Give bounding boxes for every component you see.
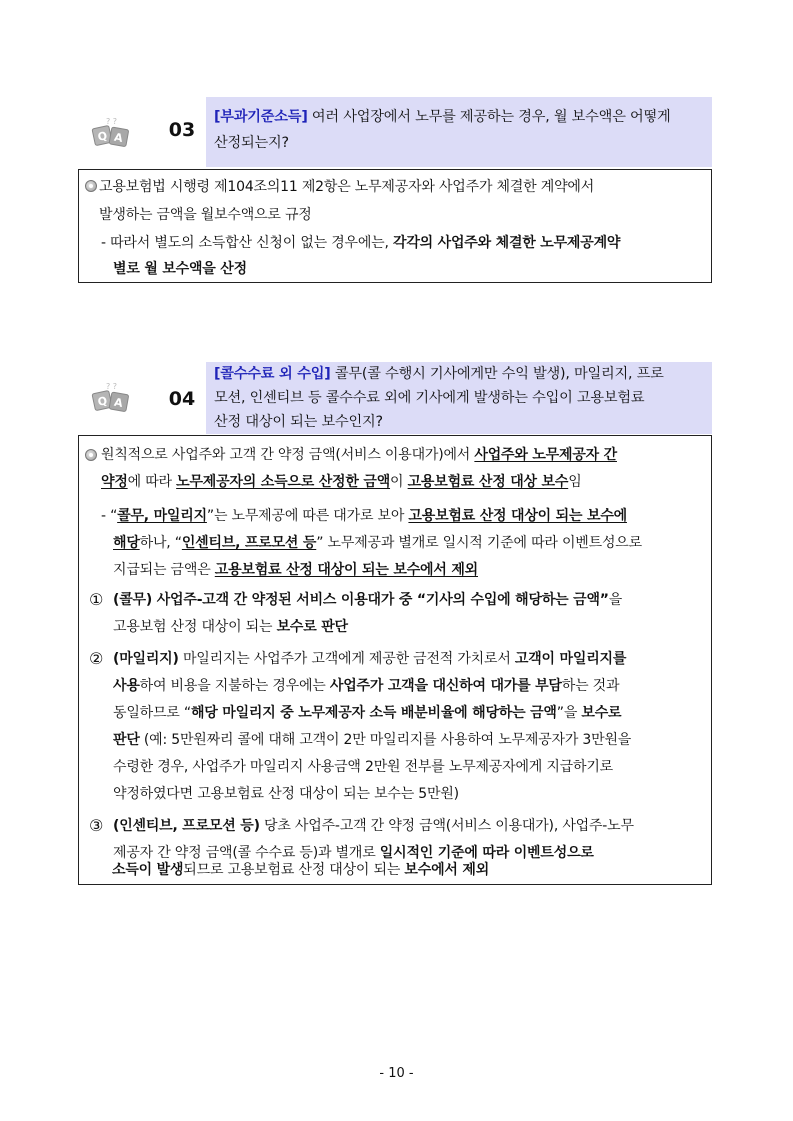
question-text: 산정되는지? bbox=[214, 135, 289, 151]
question-tag: [콜수수료 외 수입] bbox=[214, 366, 331, 382]
answer-line: 동일하므로 “해당 마일리지 중 노무제공자 소득 배분비율에 해당하는 금액”을 보수로 bbox=[113, 705, 622, 721]
question-number: 04 bbox=[168, 388, 196, 410]
item-number: ① bbox=[89, 590, 104, 609]
answer-line: 수령한 경우, 사업주가 마일리지 사용금액 2만원 전부를 노무제공자에게 지급하기로 bbox=[113, 759, 613, 775]
svg-text:Q: Q bbox=[96, 129, 109, 144]
page-number: - 10 - bbox=[379, 1066, 414, 1081]
question-text: 콜무(콜 수행시 기사에게만 수익 발생), 마일리지, 프로 bbox=[330, 366, 664, 382]
svg-text:Q: Q bbox=[96, 394, 109, 409]
item-number: ② bbox=[89, 649, 104, 668]
answer-line: 약정하였다면 고용보험료 산정 대상이 되는 보수는 5만원) bbox=[113, 786, 459, 802]
answer-line: 사용하여 비용을 지불하는 경우에는 사업주가 고객을 대신하여 대가를 부담하는 것과 bbox=[113, 678, 620, 694]
svg-text:? ?: ? ? bbox=[106, 382, 118, 391]
answer-line: 소득이 발생되므로 고용보험료 산정 대상이 되는 보수에서 제외 bbox=[112, 862, 490, 878]
question-text: 여러 사업장에서 노무를 제공하는 경우, 월 보수액은 어떻게 bbox=[307, 109, 671, 125]
answer-line: (콜무) 사업주-고객 간 약정된 서비스 이용대가 중 “기사의 수입에 해당하는 금액”을 bbox=[113, 592, 623, 608]
answer-line: 발생하는 금액을 월보수액으로 규정 bbox=[99, 207, 312, 223]
answer-line: 약정에 따라 노무제공자의 소득으로 산정한 금액이 고용보험료 산정 대상 보수임 bbox=[101, 474, 582, 490]
svg-text:? ?: ? ? bbox=[106, 117, 118, 126]
svg-text:A: A bbox=[113, 395, 124, 410]
question-box bbox=[206, 97, 712, 167]
question-tag: [부과기준소득] bbox=[214, 109, 308, 125]
question-text: 산정 대상이 되는 보수인지? bbox=[214, 414, 383, 430]
bullet-icon bbox=[85, 180, 97, 192]
item-number: ③ bbox=[89, 816, 104, 835]
answer-line: 판단 (예: 5만원짜리 콜에 대해 고객이 2만 마일리지를 사용하여 노무제공자가 3만원을 bbox=[113, 732, 632, 748]
answer-line: 고용보험법 시행령 제104조의11 제2항은 노무제공자와 사업주가 체결한 계약에서 bbox=[99, 179, 595, 195]
question-text: 모션, 인센티브 등 콜수수료 외에 기사에게 발생하는 수입이 고용보험료 bbox=[214, 390, 645, 406]
answer-line: - “콜무, 마일리지”는 노무제공에 따른 대가로 보아 고용보험료 산정 대상이 되는 보수에 bbox=[101, 508, 627, 524]
answer-line: 고용보험 산정 대상이 되는 보수로 판단 bbox=[113, 619, 348, 635]
qa-icon bbox=[88, 115, 134, 153]
qa-04-header bbox=[78, 362, 712, 434]
qa-03-answer-box bbox=[78, 169, 712, 283]
svg-text:A: A bbox=[113, 130, 124, 145]
qa-04-answer-box bbox=[78, 435, 712, 885]
answer-line: (마일리지) 마일리지는 사업주가 고객에게 제공한 금전적 가치로서 고객이 마일리지를 bbox=[113, 651, 627, 667]
answer-line: (인센티브, 프로모션 등) 당초 사업주-고객 간 약정 금액(서비스 이용대가), 사업주-노무 bbox=[113, 818, 634, 834]
answer-line: 별로 월 보수액을 산정 bbox=[113, 261, 247, 277]
question-box bbox=[206, 362, 712, 434]
bullet-icon bbox=[85, 449, 97, 461]
answer-line: 원칙적으로 사업주와 고객 간 약정 금액(서비스 이용대가)에서 사업주와 노무제공자 간 bbox=[101, 447, 617, 463]
answer-line: - 따라서 별도의 소득합산 신청이 없는 경우에는, 각각의 사업주와 체결한 노무제공계약 bbox=[101, 235, 621, 251]
qa-03-header bbox=[78, 97, 712, 167]
answer-line: 해당하나, “인센티브, 프로모션 등” 노무제공과 별개로 일시적 기준에 따라 이벤트성으로 bbox=[113, 535, 642, 551]
question-number: 03 bbox=[168, 119, 196, 141]
answer-line: 제공자 간 약정 금액(콜 수수료 등)과 별개로 일시적인 기준에 따라 이벤트성으로 bbox=[113, 845, 594, 861]
qa-icon bbox=[88, 380, 134, 418]
answer-line: 지급되는 금액은 고용보험료 산정 대상이 되는 보수에서 제외 bbox=[113, 562, 478, 578]
